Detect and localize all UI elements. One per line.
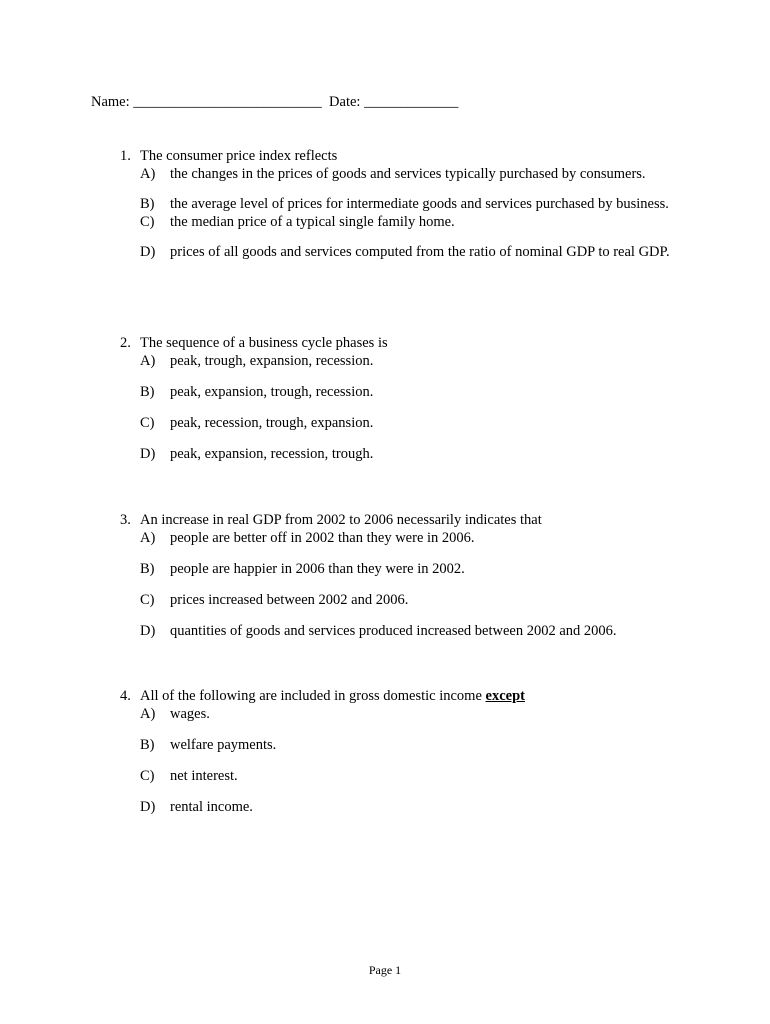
choice-text: wages. [170,706,210,722]
choice-letter: B) [140,196,155,212]
choice-text: quantities of goods and services produced increased between 2002 and 2006. [170,623,617,639]
choice-letter: C) [140,768,155,784]
choice-text: the median price of a typical single family home. [170,214,455,230]
choice-letter: C) [140,415,155,431]
choice-a [120,352,690,370]
name-label: Name: [91,94,130,110]
page-number: Page 1 [368,963,402,977]
date-label: Date: [329,94,361,110]
question-number: 1. [120,148,131,164]
choice-letter: B) [140,384,155,400]
choice-c [120,213,690,231]
choice-text: people are better off in 2002 than they were in 2006. [170,530,475,546]
name-blank: __________________________ [133,94,322,110]
choice-text: prices of all goods and services computed from the ratio of nominal GDP to real GDP. [170,244,670,260]
choice-text: peak, trough, expansion, recession. [170,353,374,369]
question-stem [120,511,690,529]
choice-letter: A) [140,530,156,546]
name-date-header [91,93,458,111]
question-text: An increase in real GDP from 2002 to 2006 necessarily indicates that [140,512,542,528]
choice-a [120,529,690,547]
choice-a [120,705,690,723]
choice-letter: D) [140,799,156,815]
question-text: The consumer price index reflects [140,148,338,164]
question-4 [120,687,690,816]
question-stem [120,334,690,352]
choice-c [120,767,690,785]
choice-text: people are happier in 2006 than they were in 2002. [170,561,465,577]
choice-d [120,445,690,463]
choice-text: peak, recession, trough, expansion. [170,415,374,431]
question-number: 2. [120,335,131,351]
choice-b [120,736,690,754]
choice-b [120,383,690,401]
choice-b [120,195,690,213]
question-2 [120,334,690,463]
question-text: The sequence of a business cycle phases is [140,335,388,351]
choice-text: net interest. [170,768,238,784]
choice-letter: C) [140,214,155,230]
choice-d [120,798,690,816]
question-number: 4. [120,688,131,704]
question-number: 3. [120,512,131,528]
choice-a [120,165,690,183]
choice-letter: B) [140,737,155,753]
choice-c [120,414,690,432]
choice-text: the changes in the prices of goods and services typically purchased by consumers. [170,166,646,182]
choice-text: rental income. [170,799,253,815]
choice-d [120,622,690,640]
choice-letter: B) [140,561,155,577]
question-emphasis: except [485,688,525,704]
choice-b [120,560,690,578]
choice-letter: A) [140,706,156,722]
choice-letter: A) [140,166,156,182]
choice-c [120,591,690,609]
choice-text: the average level of prices for intermediate goods and services purchased by business. [170,196,669,212]
question-text-main: All of the following are included in gross domestic income [140,688,482,704]
question-3 [120,511,690,640]
choice-letter: D) [140,446,156,462]
choice-letter: D) [140,244,156,260]
date-blank: _____________ [364,94,459,110]
choice-text: peak, expansion, trough, recession. [170,384,374,400]
choice-text: prices increased between 2002 and 2006. [170,592,409,608]
choice-letter: C) [140,592,155,608]
choice-text: peak, expansion, recession, trough. [170,446,374,462]
choice-text: welfare payments. [170,737,277,753]
choice-letter: D) [140,623,156,639]
question-stem [120,147,690,165]
choice-letter: A) [140,353,156,369]
choice-d [120,243,690,261]
question-stem [120,687,690,705]
question-1 [120,147,690,261]
question-text [140,687,525,705]
